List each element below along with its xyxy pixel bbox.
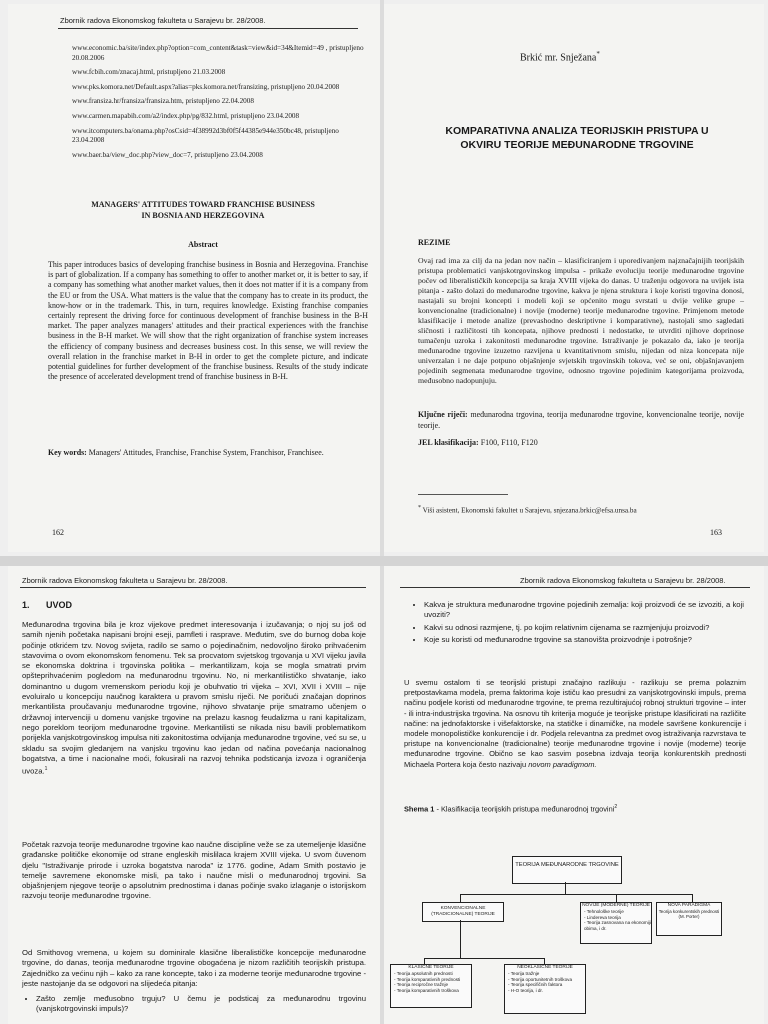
diagram-paradigm-box xyxy=(656,902,722,936)
header-rule xyxy=(58,28,358,29)
connector xyxy=(460,920,461,958)
footnote xyxy=(418,504,744,516)
keywords-block xyxy=(48,448,368,458)
diagram-classical-item: - Teorija apsolutnih prednosti xyxy=(394,971,453,976)
diagram-classical-label: KLASIČNE TEORIJE xyxy=(408,965,454,970)
page-fold xyxy=(0,556,768,566)
diagram-neoclassical-item: - Teorija tražnje xyxy=(508,971,540,976)
diagram-neoclassical-item: - H-O teorija, i dr. xyxy=(508,987,543,993)
connector xyxy=(616,894,617,902)
diagram-neoclassical-item: - Teorija specifičnih faktora xyxy=(508,982,563,988)
diagram-conventional-label: KONVENCIONALNE (TRADICIONALNE) TEORIJE xyxy=(431,906,495,917)
classification-paragraph xyxy=(404,678,746,770)
keywords-label: Key words: xyxy=(48,448,87,457)
reference-item: www.pks.komora.net/Default.aspx?alias=pks.komora.net/fransizing, pristupljeno 20.04.2008 xyxy=(72,82,340,91)
rezime-heading: REZIME xyxy=(418,238,451,247)
abstract-text: This paper introduces basics of developing franchise business in Bosnia and Herzegovina. Franchise is part of globalization. If a company has something to offer to another market or, it is better to say, if a company has something what another market values, then it does not matter if it is a company from the EU or from the USA. What matters is the value that the company has to create in its product, the know-how or in the trademark. This, in turn, requires knowledge. Existing franchise companies certainly represent the driving force for continuous development of franchise business in the B-H market. The paper analyzes managers' attitudes and their practical experiences with the franchise business in the B-H market. We will show that the right organization of franchise system increases the efficiency of company business and decreases business cost. In this sense, we will review the overall relation in the franchise market in B-H in order to get the complete picture, and indicate potential guidelines for further development of the franchise business. Results of the study indicate the presence of accelerated development trend of franchise business in B-H. xyxy=(48,260,368,382)
footnote-ref: 1 xyxy=(44,766,48,773)
connector xyxy=(692,894,693,902)
page-165 xyxy=(384,566,764,1024)
diagram-modern-item: - Tehnološke teorije xyxy=(584,909,624,914)
reference-item: www.carmen.mapabih.com/a2/index.php/pg/832.html, pristupljeno 23.04.2008 xyxy=(72,111,300,120)
page-162 xyxy=(8,4,380,552)
reference-item: www.itcomputers.ba/onama.php?osCsid=4f38992d3bf0f5f44385e944e350bc48, pristupljeno 23.04.2008 xyxy=(72,126,339,145)
running-header: Zbornik radova Ekonomskog fakulteta u Sarajevu br. 28/2008. xyxy=(22,576,228,585)
section-heading xyxy=(22,600,72,610)
reference-item: www.fcbih.com/znacaj.html, pristupljeno 21.03.2008 xyxy=(72,68,226,77)
paragraph-text: U svemu ostalom ti se teorijski pristupi značajno razlikuju - razlikuju se prema polaznim pretpostavkama modela, prema faktorima koje ističu kao presudni za vanjskotrgovinski impuls, prema načinu podjele koristi od međunarodne trgovine, te prema rezultirajućoj robnoj strukturi trgovine – inter - ili intra-industrijska trgovina. Na osnovu tih kriterija moguće je teorijske pristupe klasificirati na različite načine: na jednofaktorske i višefaktorske, na statičke i dinamičke, na modele savršene konkurencije i modele monopolističke konkurencije i dr. Podjela relevantna za predmet ovog istraživanja razvrstava te pristupe na konvencionalne (tradicionalne) teorije međunarodne trgovine i novije (moderne) teorije međunarodne trgovine. Obično se kao sasvim posebna izdvaja teorija konkurentskih prednosti Michaela Portera koja često nazivaju xyxy=(404,678,746,769)
diagram-neoclassical-item: - Teorija oportunitetnih troškova xyxy=(508,976,573,982)
connector xyxy=(565,882,566,894)
keywords-block xyxy=(418,410,744,431)
question-list xyxy=(22,994,366,1017)
paragraph-text: Međunarodna trgovina bila je kroz vijekove predmet interesovanja i izučavanja; o njoj su još od samih njenih početaka napisani brojni eseji, pamfleti i rasprave. Međutim, sve do burnog doba koje počinje otkrićem tzv. Novog svijeta, radilo se samo o pojedinačnim, nedovoljno široko prihvaćenim stavovima o ovom ekonomskom fenomenu. Tek sa procvatom svjetskog trgovanja u XVI vijeku javila se ekonomska doktrina i trgovinska politika – merkantilizam, koja se mogla smatrati prvim opšteprihvaćenim pogledom na međunarodnu trgovinu. No, ni merkantilističko shvatanje, iako dominantno u dugom vremenskom periodu koji je obuhvatio tri vijeka – XVI, XVII i XVIII – nije evoluiralo u koncepciju naučnog karaktera u pravom smislu riječi. Ne poričući značajan doprinos merkantilista proučavanju međunarodne trgovine, njihovo shvatanje prije smatramo učenjem o državnoj intervenciji u domenu vanjske trgovine na prelazu kasnog feudalizma u rani kapitalizam, nego poreklom teorijom međunarodne trgovine. Merkantilisti se nikada nisu bavili problematikom porijekla vanjskotrgovinskog impulsa niti zakonitostima odvijanja međunarodne trgovine, već su se, u skladu sa svojim gledanjem na vanjsku trgovinu kao jedan od načina povećanja nacionalnog bogatstva, a time i nacionalne moći, fokusirali na razvoj tehnika podsticanja izvoza i ograničenja uvoza. xyxy=(22,620,366,776)
keywords-label: Ključne riječi: xyxy=(418,410,468,419)
list-item: • Koje su koristi od međunarodne trgovine sa stanovišta proizvodnje i potrošnje? xyxy=(424,635,744,645)
reference-list xyxy=(72,44,364,160)
connector xyxy=(460,894,692,895)
footnote-ref: 2 xyxy=(614,804,618,810)
rezime-text: Ovaj rad ima za cilj da na jedan nov način – klasificiranjem i uporedivanjem najznačajnijih teorijskih pristupa problematici vanjskotrgovinskog impulsa - prikaže evoluciju teorije međunarodne trgovine počev od liberalističkih koncepcija sa kraja XVIII vijeka do danas. U traženju odgovora na uvijek ista pitanja - zašto dolazi do međunarodne trgovine, kakva je njena struktura i koje koristi trgovina donosi, nastajali su brojni koncepti i modeli koji se općenito mogu svrstati u dvije velike grupe – konvencionalne (tradicionalne) i novije (moderne) teorije međunarodne trgovine. Primjenom metode klasifikacije i metode analize (prevashodno deskriptivne i komparativne), nastojali smo sagledati sličnosti i različitosti tih koncepata, njihove prednosti i nedostatke, te utvrditi njihove doprinose tumačenju uzroka i zakonitosti međunarodne trgovine. Istraživanje je pokazalo da, iako je teorija međunarodne trgovine izuzetno razvijena u kvantitativnom smislu, nijedan od niza koncepata nije univerzalan i ne daje potpuno objašnjenje svjetskih trgovinskih tokova, već se oni, objašnjavanjem pojedinih segmenata međunarodne trgovine, odnosno trgovine pojedinim kategorijama proizvoda, međusobno nadopunjuju. xyxy=(418,256,744,385)
diagram-paradigm-item: Teorija konkurentskih prednosti xyxy=(658,909,720,914)
schema-label: Shema 1 xyxy=(404,804,435,814)
question-list xyxy=(410,600,744,647)
jel-label: JEL klasifikacija: xyxy=(418,438,479,447)
running-header: Zbornik radova Ekonomskog fakulteta u Sarajevu br. 28/2008. xyxy=(520,576,726,585)
diagram-classical-item: - Teorija komparativnih troškova xyxy=(394,987,459,993)
reference-item: www.economic.ba/site/index.php?option=com_content&task=view&id=34&Itemid=49 , pristupljeno 20.08.2006 xyxy=(72,44,364,62)
running-header: Zbornik radova Ekonomskog fakulteta u Sarajevu br. 28/2008. xyxy=(60,16,266,25)
diagram-modern-box xyxy=(580,902,652,944)
abstract-heading: Abstract xyxy=(188,240,218,249)
diagram-neoclassical-label: NEOKLASIČNE TEORIJE xyxy=(517,965,573,970)
connector xyxy=(424,958,544,959)
author-text: Brkić mr. Snježana xyxy=(520,52,597,64)
schema-caption xyxy=(404,804,617,813)
jel-block xyxy=(418,438,744,449)
list-item: • Kakvi su odnosi razmjene, tj. po kojim relativnim cijenama se razmjenjuju proizvodi? xyxy=(424,623,744,633)
diagram-modern-label: NOVIJE (MODERNE) TEORIJE xyxy=(582,903,650,908)
diagram-root-box xyxy=(512,856,622,884)
page-164 xyxy=(8,566,380,1024)
schema-caption-text: - Klasifikacija teorijskih pristupa međunarodnoj trgovini xyxy=(434,804,615,814)
intro-paragraph-1 xyxy=(22,620,366,777)
diagram-root-label: TEORIJA MEĐUNARODNE TRGOVINE xyxy=(515,862,619,868)
author-name xyxy=(520,50,600,63)
reference-item: www.baer.ba/view_doc.php?view_doc=7, pristupljeno 23.04.2008 xyxy=(72,150,263,159)
page-number: 162 xyxy=(52,528,64,537)
diagram-modern-item: - Lindereva teorija xyxy=(584,914,621,920)
section-number: 1. xyxy=(22,600,30,610)
diagram-classical-box xyxy=(390,964,472,1008)
footnote-text: Viši asistent, Ekonomski fakultet u Sarajevu, snjezana.brkic@efsa.unsa.ba xyxy=(422,506,637,515)
paragraph-italic: novom paradigmom. xyxy=(528,759,597,769)
diagram-modern-item: - Teorija zasnovana na ekonomiji obima, i dr. xyxy=(584,920,651,931)
list-item: • Kakva je struktura međunarodne trgovine pojedinih zemalja: koji proizvodi će se izvoziti, a koji uvoziti? xyxy=(424,600,744,621)
diagram-neoclassical-box xyxy=(504,964,586,1014)
header-rule xyxy=(400,587,750,588)
paper-title-en: MANAGERS' ATTITUDES TOWARD FRANCHISE BUSINESS IN BOSNIA AND HERZEGOVINA xyxy=(91,200,315,220)
keywords-value: Managers' Attitudes, Franchise, Franchise System, Franchisor, Franchisee. xyxy=(88,448,324,457)
footnote-mark: * xyxy=(418,505,421,511)
reference-item: www.fransiza.hr/fransiza/fransiza.htm, pristupljeno 22.04.2008 xyxy=(72,97,254,106)
section-title: UVOD xyxy=(46,600,73,610)
diagram-paradigm-label: NOVA PARADIGMA xyxy=(667,903,711,908)
diagram-conventional-box xyxy=(422,902,504,922)
keywords-value: međunarodna trgovina, teorija međunarodne trgovine, konvencionalne teorije, novije teorije. xyxy=(418,410,744,430)
connector xyxy=(460,894,461,902)
header-rule xyxy=(20,587,366,588)
diagram-classical-item: - Teorija recipročne tražnje xyxy=(394,982,449,988)
footnote-rule xyxy=(418,494,508,495)
jel-value: F100, F110, F120 xyxy=(480,438,538,447)
author-footnote-mark: * xyxy=(596,50,600,58)
page-163 xyxy=(384,4,764,552)
list-item: • Zašto zemlje međusobno trguju? U čemu je podsticaj za međunarodnu trgovinu (vanjskotrgovinski impuls)? xyxy=(36,994,366,1015)
paper-title-bs: KOMPARATIVNA ANALIZA TEORIJSKIH PRISTUPA U OKVIRU TEORIJE MEĐUNARODNE TRGOVINE xyxy=(445,125,709,151)
page-number: 163 xyxy=(710,528,722,537)
diagram-classical-item: - Teorija komparativnih prednosti xyxy=(394,976,461,982)
intro-paragraph-2: Početak razvoja teorije međunarodne trgovine kao naučne discipline veže se za utemeljenje klasične građanske političke ekonomije od strane engleskih mislilaca krajem XVIII vijeka. U svom čuvenom djelu "Istraživanje prirode i uzroka bogatstva naroda" iz 1776. godine, Adam Smith postavio je temelje savremene ekonomske misli, pa tako i naučne misli o međunarodnoj trgovini. Sa objašnjenjem njegove teorije o apsolutnim prednostima i danas počinje svako izlaganje o istorijskom razvoju teorije međunarodne trgovine. xyxy=(22,840,366,901)
intro-paragraph-3: Od Smithovog vremena, u kojem su dominirale klasične liberalističke koncepcije međunarodne trgovine, do danas, teorija međunarodne trgovine obogaćena je nizom različitih teorijskih pristupa. Zajedničko za većinu njih – kako za rane koncepte, tako i za moderne teorije međunarodne trgovine - jeste nastojanje da se odgovori na slijedeća pitanja: xyxy=(22,948,367,988)
diagram-paradigm-item: (M. Porter) xyxy=(678,914,700,920)
